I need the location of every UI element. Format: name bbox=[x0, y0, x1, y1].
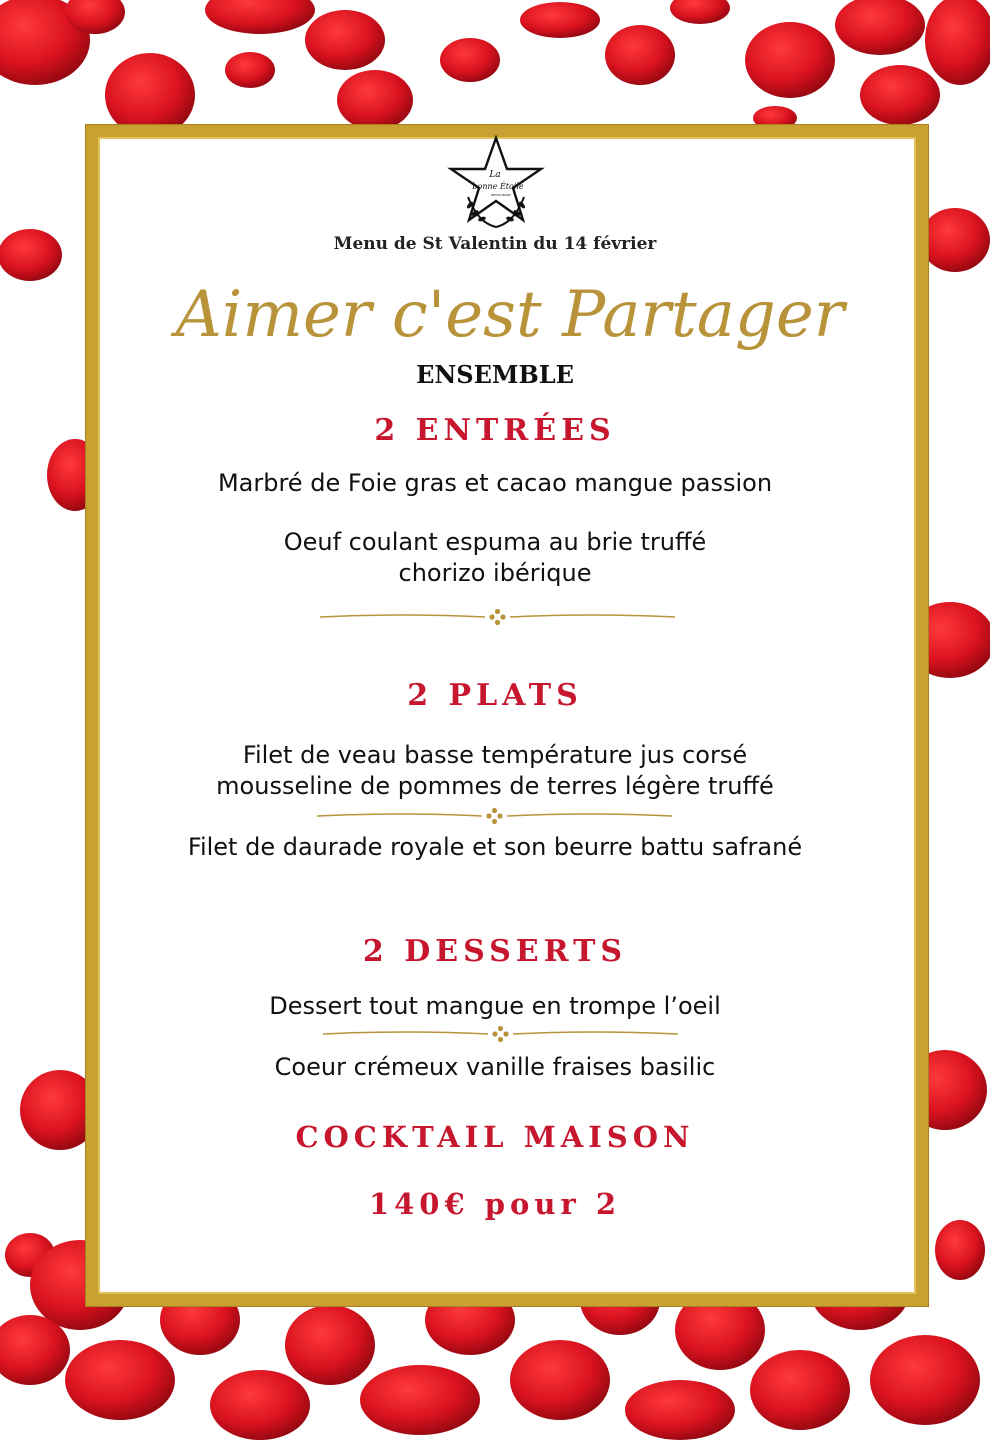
ornamental-divider bbox=[312, 806, 677, 826]
dish-entree-2-line-1: Oeuf coulant espuma au brie truffé bbox=[283, 528, 707, 556]
restaurant-star-logo bbox=[446, 135, 546, 235]
cocktail-label: COCKTAIL MAISON bbox=[295, 1120, 695, 1154]
dish-plat-1-line-1: Filet de veau basse température jus corsé bbox=[242, 741, 748, 769]
logo-line-2: bonne Étoile bbox=[472, 182, 524, 191]
tagline: ENSEMBLE bbox=[416, 360, 574, 389]
ornamental-divider bbox=[318, 1024, 683, 1044]
section-title-entrees: 2 ENTRÉES bbox=[374, 413, 616, 448]
dish-plat-2: Filet de daurade royale et son beurre battu safrané bbox=[187, 833, 803, 861]
dish-dessert-2: Coeur crémeux vanille fraises basilic bbox=[274, 1053, 716, 1081]
section-title-plats: 2 PLATS bbox=[407, 678, 583, 713]
menu-subtitle: Menu de St Valentin du 14 février bbox=[333, 234, 657, 254]
dish-entree-2-line-2: chorizo ibérique bbox=[398, 559, 592, 587]
logo-line-1: La bbox=[489, 170, 501, 180]
dish-plat-1-line-2: mousseline de pommes de terres légère truffé bbox=[216, 772, 774, 800]
section-title-desserts: 2 DESSERTS bbox=[362, 934, 628, 969]
ornamental-divider bbox=[315, 607, 680, 627]
logo-line-3: RESTAURANT bbox=[491, 193, 511, 197]
price: 140€ pour 2 bbox=[368, 1187, 622, 1221]
script-title-text: Aimer c'est Partager bbox=[175, 278, 845, 352]
dish-dessert-1: Dessert tout mangue en trompe l’oeil bbox=[269, 992, 721, 1020]
dish-entree-1: Marbré de Foie gras et cacao mangue passion bbox=[217, 469, 773, 497]
